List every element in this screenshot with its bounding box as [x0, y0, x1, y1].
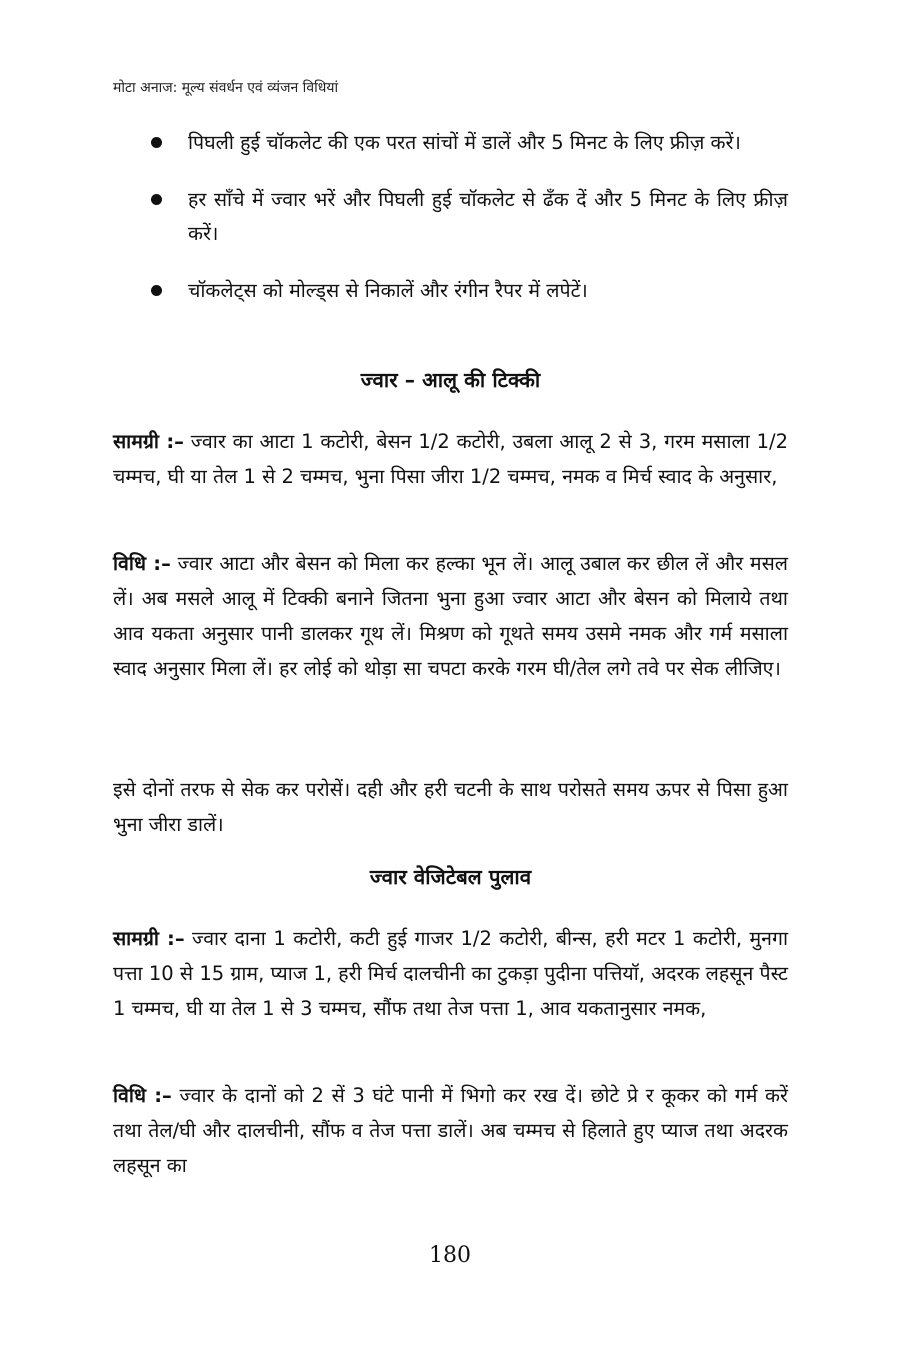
bullet-dot-icon: [151, 194, 162, 205]
list-item-text: हर साँचे में ज्वार भरें और पिघली हुई चॉकलेट से ढँक दें और 5 मिनट के लिए फ्रीज़ करें।: [188, 188, 788, 245]
list-item-text: चॉकलेट्स को मोल्ड्स से निकालें और रंगीन रैपर में लपेटें।: [188, 279, 588, 302]
method-text: ज्वार आटा और बेसन को मिला कर हल्का भून लें। आलू उबाल कर छील लें और मसल लें। अब मसले आलू में टिक्की बनाने जितना भुना हुआ ज्वार आटा और बेसन को मिलाये तथा आव यकता अनुसार पानी डालकर गूथ लें। मिश्रण को गूथते समय उसमे नमक और गर्म मसाला स्वाद अनुसार मिला लें। हर लोई को थोड़ा सा चपटा करके गरम घी/तेल लगे तवे पर सेक लीजिए।: [113, 552, 789, 680]
list-item: [113, 183, 788, 251]
ingredients-label: सामग्री :–: [113, 927, 185, 950]
pulao-ingredients: [113, 921, 788, 1026]
ingredients-label: सामग्री :–: [113, 430, 184, 453]
bullet-list: [113, 126, 788, 331]
tikki-method: [113, 546, 788, 686]
running-head: मोटा अनाज: मूल्य संवर्धन एवं व्यंजन विधियां: [113, 80, 339, 96]
method-text: ज्वार के दानों को 2 सें 3 घंटे पानी में भिगो कर रख दें। छोटे प्रे र कूकर को गर्म करें तथा तेल/घी और दालचीनी, सौंफ व तेज पत्ता डालें। अब चम्मच से हिलाते हुए प्याज तथा अदरक लहसून का: [113, 1084, 788, 1177]
list-item: [113, 274, 788, 308]
tikki-serving: इसे दोनों तरफ से सेक कर परोसें। दही और हरी चटनी के साथ परोसते समय ऊपर से पिसा हुआ भुना जीरा डालें।: [113, 778, 788, 836]
ingredients-text: ज्वार दाना 1 कटोरी, कटी हुई गाजर 1/2 कटोरी, बीन्स, हरी मटर 1 कटोरी, मुनगा पत्ता 10 से 15 ग्राम, प्याज 1, हरी मिर्च दालचीनी का टुकड़ा पुदीना पत्तियॉ, अदरक लहसून पैस्ट 1 चम्मच, घी या तेल 1 से 3 चम्मच, सौंफ तथा तेज पत्ता 1, आव यकतानुसार नमक,: [113, 927, 789, 1020]
method-label: विधि :–: [113, 552, 171, 575]
pulao-method: [113, 1078, 788, 1183]
bullet-dot-icon: [151, 285, 162, 296]
recipe-title-pulao: ज्वार वेजिटेबल पुलाव: [369, 865, 532, 889]
recipe-title-tikki: ज्वार – आलू की टिक्की: [360, 368, 541, 392]
ingredients-text: ज्वार का आटा 1 कटोरी, बेसन 1/2 कटोरी, उबला आलू 2 से 3, गरम मसाला 1/2 चम्मच, घी या तेल 1 से 2 चम्मच, भुना पिसा जीरा 1/2 चम्मच, नमक व मिर्च स्वाद के अनुसार,: [113, 430, 789, 488]
method-label: विधि :–: [113, 1084, 172, 1107]
list-item-text: पिघली हुई चॉकलेट की एक परत सांचों में डालें और 5 मिनट के लिए फ्रीज़ करें।: [188, 131, 741, 154]
page-number: 180: [429, 1243, 471, 1268]
list-item: [113, 126, 788, 160]
bullet-dot-icon: [151, 137, 162, 148]
tikki-ingredients: [113, 424, 788, 494]
